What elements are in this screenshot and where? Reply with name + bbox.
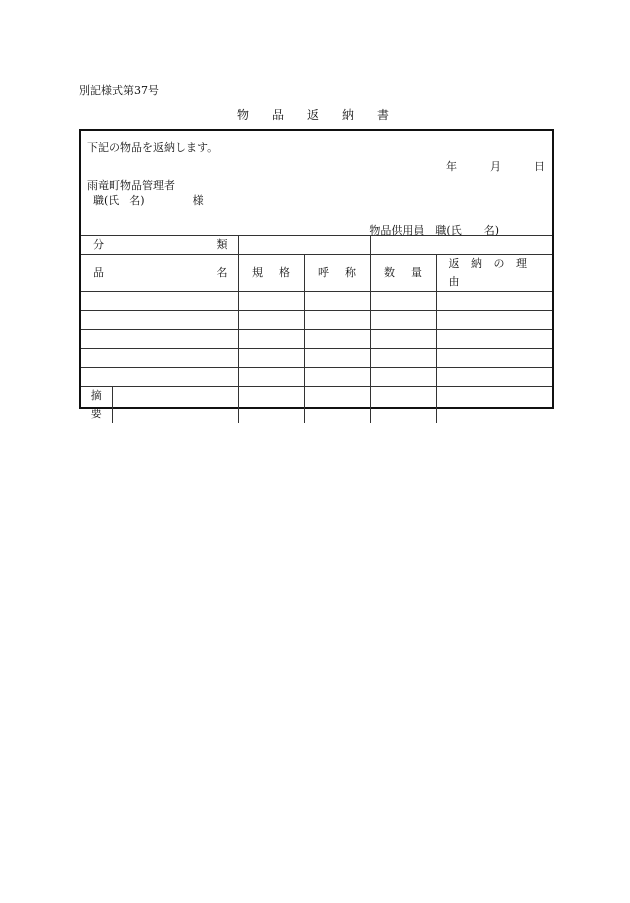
document-title [237, 106, 389, 123]
nominal-cell[interactable] [304, 311, 370, 330]
month-label: 月 [490, 160, 501, 173]
nominal-cell[interactable] [304, 349, 370, 368]
recipient-title [93, 192, 204, 208]
reason-cell[interactable] [436, 387, 552, 424]
header-row [81, 255, 552, 292]
spec-cell[interactable] [238, 330, 304, 349]
quantity-cell[interactable] [370, 311, 436, 330]
year-label: 年 [446, 160, 457, 173]
title-char: 返 [307, 108, 320, 122]
title-char: 品 [272, 108, 285, 122]
intro-text: 下記の物品を返納します。 [87, 141, 219, 154]
reason-cell[interactable] [436, 292, 552, 311]
quantity-cell[interactable] [370, 387, 436, 424]
item-name-cell[interactable] [81, 292, 238, 311]
form-header [81, 131, 552, 236]
nominal-header: 呼 称 [304, 255, 370, 292]
remarks-row [81, 387, 552, 424]
title-char: 納 [342, 108, 355, 122]
quantity-cell[interactable] [370, 330, 436, 349]
nominal-cell[interactable] [304, 330, 370, 349]
table-row [81, 368, 552, 387]
quantity-cell[interactable] [370, 292, 436, 311]
return-form-frame [79, 129, 554, 420]
item-name-cell[interactable] [81, 368, 238, 387]
date-fields[interactable] [446, 158, 545, 174]
supplier-line: 物品供用員 職(氏 名) [369, 224, 499, 237]
table-row [81, 349, 552, 368]
spec-cell[interactable] [238, 311, 304, 330]
spec-cell[interactable] [238, 349, 304, 368]
item-name-cell[interactable] [81, 330, 238, 349]
remarks-cell[interactable] [112, 387, 238, 424]
reason-cell[interactable] [436, 311, 552, 330]
return-reason-header: 返 納 の 理 由 [436, 255, 552, 292]
quantity-header: 数 量 [370, 255, 436, 292]
spec-cell[interactable] [238, 387, 304, 424]
classification-row [81, 236, 552, 255]
day-label: 日 [534, 160, 545, 173]
item-name-header: 品 名 [81, 255, 238, 292]
table-row [81, 311, 552, 330]
recipient-name-label: 名) [129, 194, 145, 207]
nominal-cell[interactable] [304, 292, 370, 311]
honorific: 様 [192, 194, 204, 207]
title-char: 書 [377, 108, 390, 122]
classification-value-cell[interactable] [238, 236, 370, 255]
recipient-title-label: 職(氏 [93, 194, 120, 207]
classification-extra-cell[interactable] [370, 236, 552, 255]
item-name-cell[interactable] [81, 349, 238, 368]
reason-cell[interactable] [436, 368, 552, 387]
nominal-cell[interactable] [304, 387, 370, 424]
quantity-cell[interactable] [370, 368, 436, 387]
items-table [81, 236, 552, 423]
nominal-cell[interactable] [304, 368, 370, 387]
title-char: 物 [237, 108, 250, 122]
quantity-cell[interactable] [370, 349, 436, 368]
table-row [81, 330, 552, 349]
reason-cell[interactable] [436, 349, 552, 368]
spec-cell[interactable] [238, 368, 304, 387]
form-number: 別記様式第37号 [79, 84, 159, 97]
classification-label: 分 類 [81, 236, 238, 255]
spec-header: 規 格 [238, 255, 304, 292]
item-name-cell[interactable] [81, 311, 238, 330]
reason-cell[interactable] [436, 330, 552, 349]
recipient-name: 雨竜町物品管理者 [87, 179, 175, 192]
spec-cell[interactable] [238, 292, 304, 311]
remarks-label: 摘 要 [81, 387, 112, 424]
table-row [81, 292, 552, 311]
